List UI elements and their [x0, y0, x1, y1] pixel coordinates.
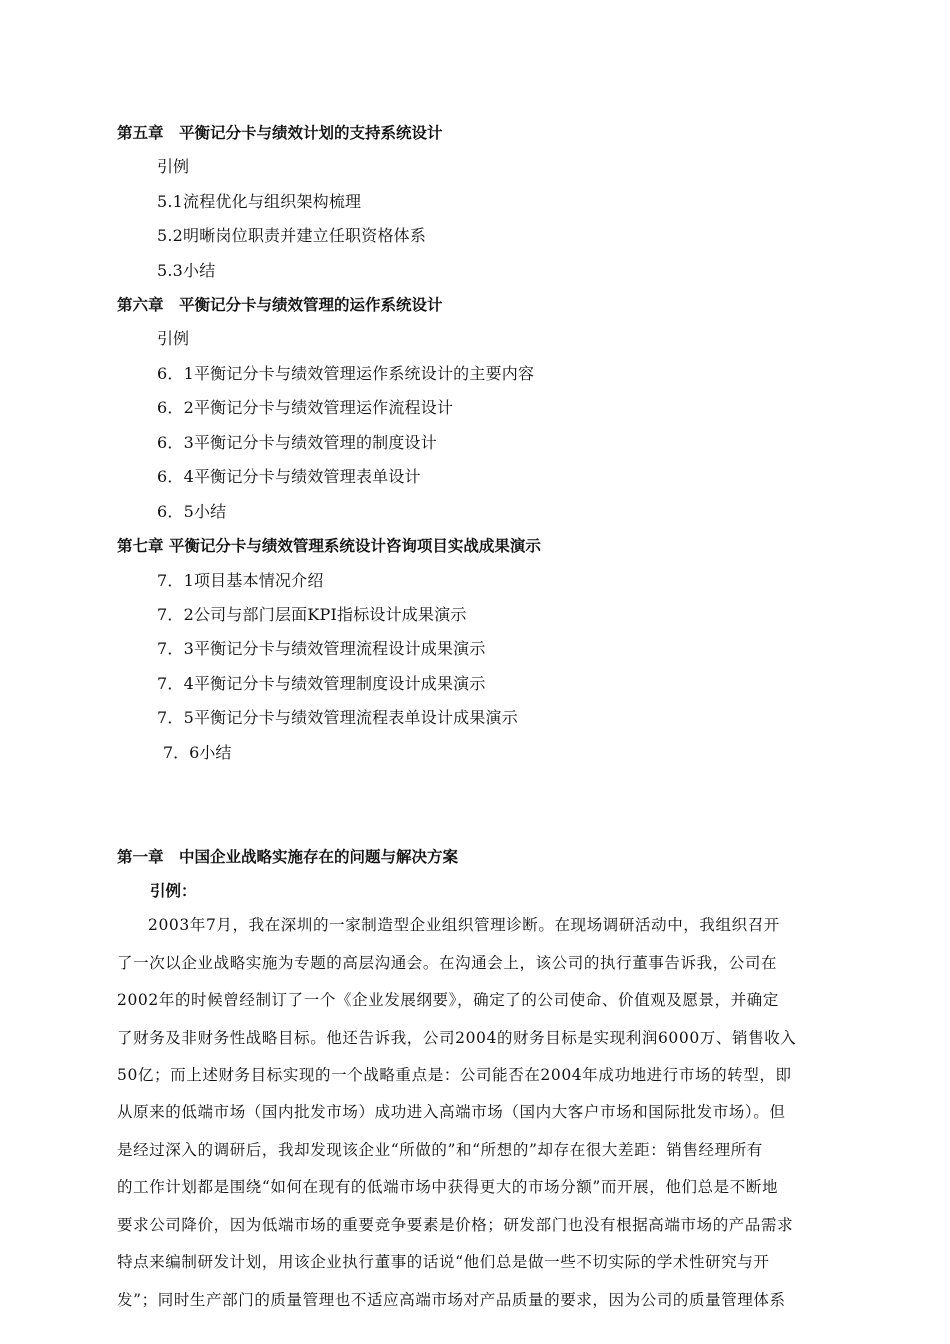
toc-chapter-6-title: 第六章 平衡记分卡与绩效管理的运作系统设计 — [117, 296, 443, 314]
body-paragraph-line: 发”；同时生产部门的质量管理也不适应高端市场对产品质量的要求，因为公司的质量管理体系 — [117, 1291, 786, 1309]
toc-ch7-item-7-1: 7．1项目基本情况介绍 — [157, 571, 324, 590]
toc-ch6-item-6-5: 6．5小结 — [157, 502, 227, 521]
body-paragraph-line: 50亿；而上述财务目标实现的一个战略重点是：公司能否在2004年成功地进行市场的转型，即 — [117, 1066, 792, 1084]
toc-ch6-item-6-3: 6．3平衡记分卡与绩效管理的制度设计 — [157, 433, 437, 452]
body-paragraph-line: 特点来编制研发计划，用该企业执行董事的话说“他们总是做一些不切实际的学术性研究与开 — [117, 1253, 770, 1271]
toc-ch6-item-6-1: 6．1平衡记分卡与绩效管理运作系统设计的主要内容 — [157, 364, 535, 383]
body-paragraph-line: 的工作计划都是围绕“如何在现有的低端市场中获得更大的市场分额”而开展，他们总是不断地 — [117, 1178, 779, 1196]
toc-ch7-item-7-6: 7．6小结 — [163, 743, 232, 762]
body-paragraph-line: 是经过深入的调研后，我却发现该企业“所做的”和“所想的”却存在很大差距：销售经理所有 — [117, 1141, 763, 1159]
toc-ch7-item-7-5: 7．5平衡记分卡与绩效管理流程表单设计成果演示 — [157, 708, 518, 727]
toc-ch6-item-intro: 引例 — [157, 329, 190, 348]
toc-ch7-item-7-2: 7．2公司与部门层面KPI指标设计成果演示 — [157, 605, 467, 624]
toc-ch6-item-6-4: 6．4平衡记分卡与绩效管理表单设计 — [157, 467, 421, 486]
body-paragraph-line: 2003年7月，我在深圳的一家制造型企业组织管理诊断。在现场调研活动中，我组织召开 — [148, 916, 780, 934]
body-paragraph-line: 了一次以企业战略实施为专题的高层沟通会。在沟通会上，该公司的执行董事告诉我，公司在 — [117, 954, 778, 972]
body-paragraph-line: 从原来的低端市场（国内批发市场）成功进入高端市场（国内大客户市场和国际批发市场）。但 — [117, 1103, 786, 1121]
body-paragraph-line: 了财务及非财务性战略目标。他还告诉我，公司2004的财务目标是实现利润6000万、销售收入 — [117, 1029, 797, 1047]
body-paragraph-line: 要求公司降价，因为低端市场的重要竞争要素是价格；研发部门也没有根据高端市场的产品需求 — [117, 1216, 794, 1234]
chapter-1-intro-label: 引例： — [150, 882, 197, 900]
toc-ch5-item-5-3: 5.3小结 — [157, 261, 216, 280]
toc-ch5-item-intro: 引例 — [157, 157, 190, 176]
body-paragraph-line: 2002年的时候曾经制订了一个《企业发展纲要》，确定了的公司使命、价值观及愿景，并确定 — [117, 991, 779, 1009]
toc-ch5-item-5-2: 5.2明晰岗位职责并建立任职资格体系 — [157, 226, 427, 245]
chapter-1-title: 第一章 中国企业战略实施存在的问题与解决方案 — [117, 848, 459, 866]
toc-ch5-item-5-1: 5.1流程优化与组织架构梳理 — [157, 192, 362, 211]
toc-ch6-item-6-2: 6．2平衡记分卡与绩效管理运作流程设计 — [157, 398, 454, 417]
toc-chapter-7-title: 第七章 平衡记分卡与绩效管理系统设计咨询项目实战成果演示 — [117, 537, 541, 555]
toc-ch7-item-7-3: 7．3平衡记分卡与绩效管理流程设计成果演示 — [157, 639, 486, 658]
toc-chapter-5-title: 第五章 平衡记分卡与绩效计划的支持系统设计 — [117, 124, 443, 142]
toc-ch7-item-7-4: 7．4平衡记分卡与绩效管理制度设计成果演示 — [157, 674, 486, 693]
